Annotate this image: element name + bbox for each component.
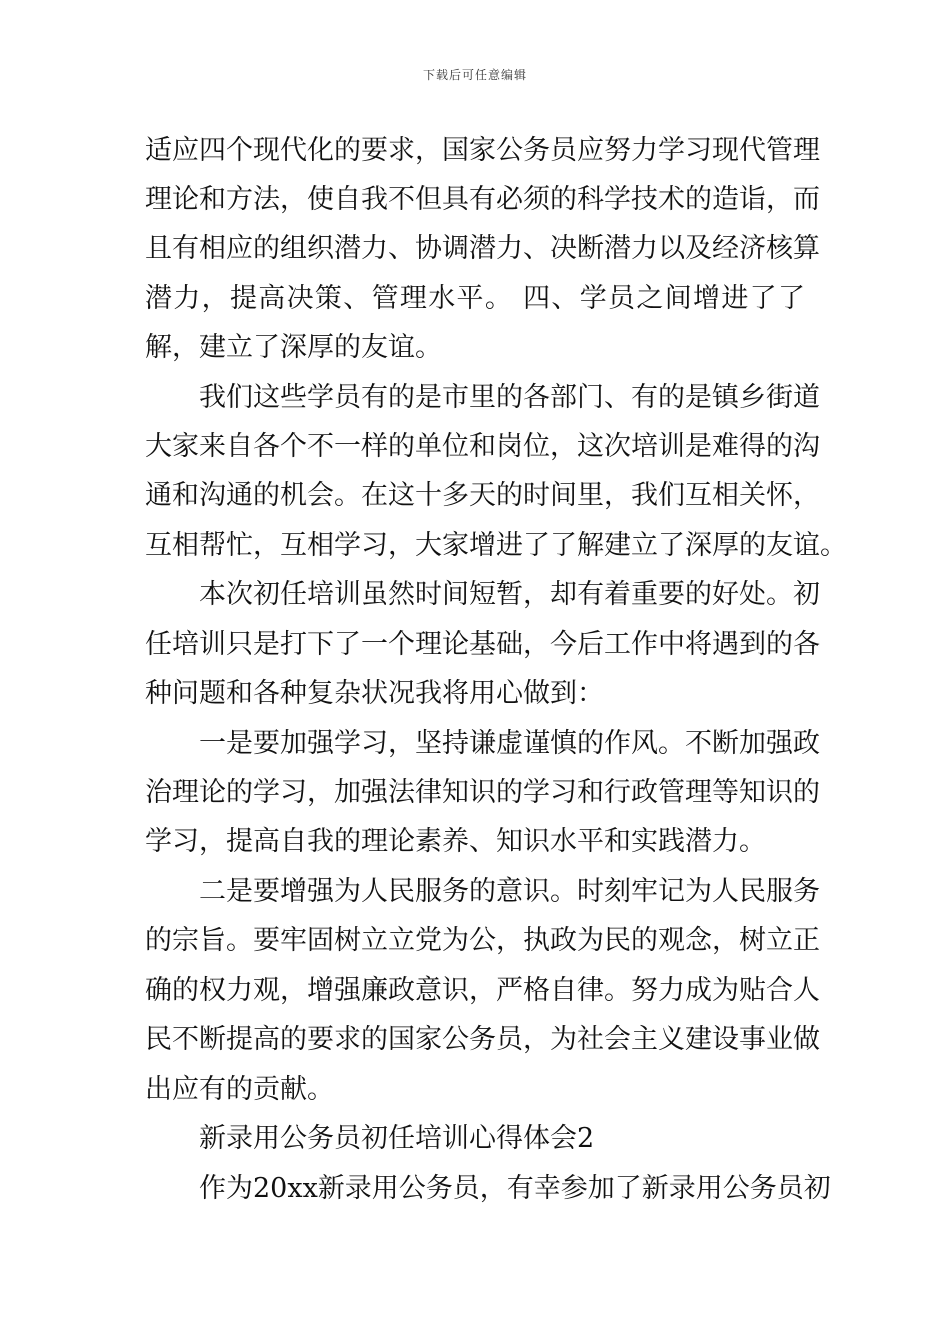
text-line: 的宗旨。要牢固树立立党为公，执政为民的观念，树立正 xyxy=(145,925,820,956)
text-line: 理论和方法，使自我不但具有必须的科学技术的造诣，而 xyxy=(145,184,820,215)
text-line: 确的权力观，增强廉政意识，严格自律。努力成为贴合人 xyxy=(145,975,820,1006)
section-title: 新录用公务员初任培训心得体会2 xyxy=(199,1123,595,1154)
text-line: 民不断提高的要求的国家公务员，为社会主义建设事业做 xyxy=(145,1024,820,1055)
text-line: 大家来自各个不一样的单位和岗位，这次培训是难得的沟 xyxy=(145,431,820,462)
text-line: 适应四个现代化的要求，国家公务员应努力学习现代管理 xyxy=(145,135,820,166)
text-line: 且有相应的组织潜力、协调潜力、决断潜力以及经济核算 xyxy=(145,233,820,264)
text-line: 任培训只是打下了一个理论基础，今后工作中将遇到的各 xyxy=(145,629,820,660)
paragraph-first-line: 二是要增强为人民服务的意识。时刻牢记为人民服务 xyxy=(199,876,820,907)
paragraph-first-line: 一是要加强学习，坚持谦虚谨慎的作风。不断加强政 xyxy=(199,728,820,759)
paragraph-first-line: 我们这些学员有的是市里的各部门、有的是镇乡街道 xyxy=(199,382,820,413)
text-line: 治理论的学习，加强法律知识的学习和行政管理等知识的 xyxy=(145,777,820,808)
text-line: 种问题和各种复杂状况我将用心做到： xyxy=(145,678,604,709)
header-note: 下载后可任意编辑 xyxy=(422,68,527,82)
paragraph-first-line: 本次初任培训虽然时间短暂，却有着重要的好处。初 xyxy=(199,579,820,610)
text-line: 出应有的贡献。 xyxy=(145,1074,334,1105)
text-line: 通和沟通的机会。在这十多天的时间里，我们互相关怀， xyxy=(145,480,820,511)
text-line: 潜力，提高决策、管理水平。 四、学员之间增进了了 xyxy=(145,283,805,314)
text-line: 互相帮忙，互相学习，大家增进了了解建立了深厚的友谊。 xyxy=(145,530,847,561)
text-line: 学习，提高自我的理论素养、知识水平和实践潜力。 xyxy=(145,826,766,857)
paragraph-first-line: 作为20xx新录用公务员，有幸参加了新录用公务员初 xyxy=(199,1173,831,1204)
text-line: 解，建立了深厚的友谊。 xyxy=(145,332,442,363)
